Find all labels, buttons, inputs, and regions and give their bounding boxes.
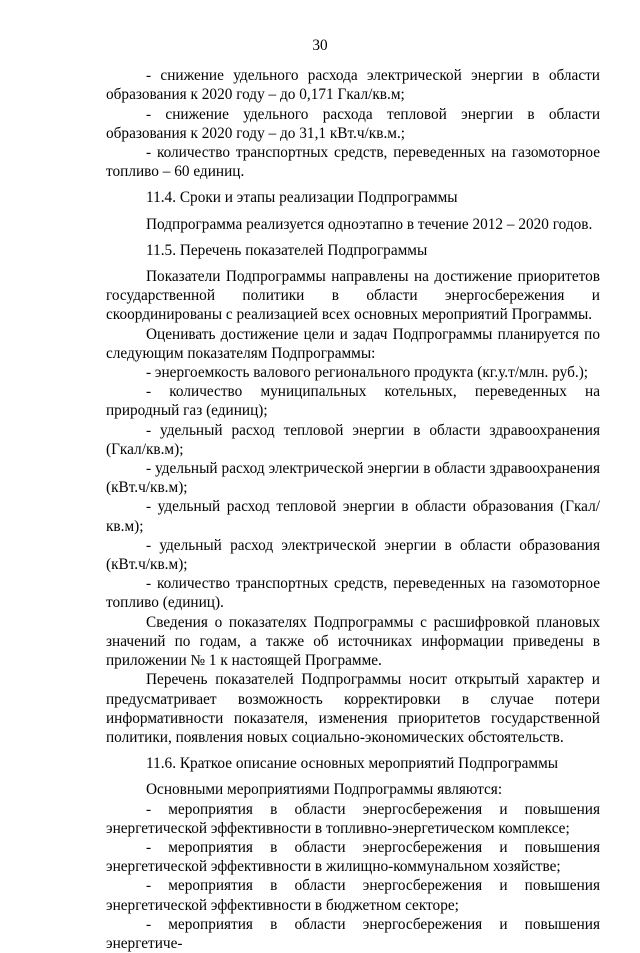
list-item-indicator-4: - удельный расход электрической энергии в области здравоохранения (кВт.ч/кв.м);	[106, 460, 600, 497]
list-item-measure-4: - мероприятия в области энергосбережения и повышения энергетиче-	[106, 915, 600, 952]
list-item-indicator-5: - удельный расход тепловой энергии в области образования (Гкал/кв.м);	[106, 498, 600, 535]
paragraph-3: - количество транспортных средств, переведенных на газомоторное топливо – 60 единиц.	[106, 144, 600, 181]
paragraph-16: Сведения о показателях Подпрограммы с расшифровкой плановых значений по годам, а также об источниках информации приведены в приложении № 1 к настоящей Программе.	[106, 613, 600, 670]
list-item-measure-3: - мероприятия в области энергосбережения и повышения энергетической эффективности в бюджетном секторе;	[106, 877, 600, 914]
list-item-indicator-2: - количество муниципальных котельных, переведенных на природный газ (единиц);	[106, 383, 600, 420]
list-item-indicator-3: - удельный расход тепловой энергии в области здравоохранения (Гкал/кв.м);	[106, 421, 600, 458]
paragraph-1: - снижение удельного расхода электрической энергии в области образования к 2020 году – до 0,171 Гкал/кв.м;	[106, 67, 600, 104]
page-number: 30	[312, 37, 328, 54]
paragraph-17: Перечень показателей Подпрограммы носит открытый характер и предусматривает возможность корректировки в случае потери информативности показателя, изменения приоритетов государственной политики, появления новых социально-экономических обстоятельств.	[106, 671, 600, 746]
list-item-measure-1: - мероприятия в области энергосбережения и повышения энергетической эффективности в топливно-энергетическом комплексе;	[106, 800, 600, 837]
list-item-measure-2: - мероприятия в области энергосбережения и повышения энергетической эффективности в жилищно-коммунальном хозяйстве;	[106, 838, 600, 876]
list-item-indicator-1: - энергоемкость валового регионального продукта (кг.у.т/млн. руб.);	[146, 364, 589, 382]
list-item-indicator-7: - количество транспортных средств, переведенных на газомоторное топливо (единиц).	[106, 575, 600, 612]
paragraph-19: Основными мероприятиями Подпрограммы являются:	[146, 781, 503, 799]
paragraph-2: - снижение удельного расхода тепловой энергии в области образования к 2020 году – до 31,1 кВт.ч/кв.м.;	[106, 105, 600, 142]
section-heading-11-4: 11.4. Сроки и этапы реализации Подпрограммы	[146, 189, 458, 207]
list-item-indicator-6: - удельный расход электрической энергии в области образования (кВт.ч/кв.м);	[106, 536, 600, 574]
section-heading-11-5: 11.5. Перечень показателей Подпрограммы	[146, 241, 428, 259]
paragraph-5: Подпрограмма реализуется одноэтапно в течение 2012 – 2020 годов.	[146, 215, 593, 233]
paragraph-8: Оценивать достижение цели и задач Подпрограммы планируется по следующим показателям Подпрограммы:	[106, 325, 600, 362]
section-heading-11-6: 11.6. Краткое описание основных мероприятий Подпрограммы	[146, 755, 559, 773]
paragraph-7: Показатели Подпрограммы направлены на достижение приоритетов государственной политики в области энергосбережения и скоординированы с реализацией всех основных мероприятий Программы.	[106, 268, 600, 324]
page-number-container	[40, 36, 600, 55]
